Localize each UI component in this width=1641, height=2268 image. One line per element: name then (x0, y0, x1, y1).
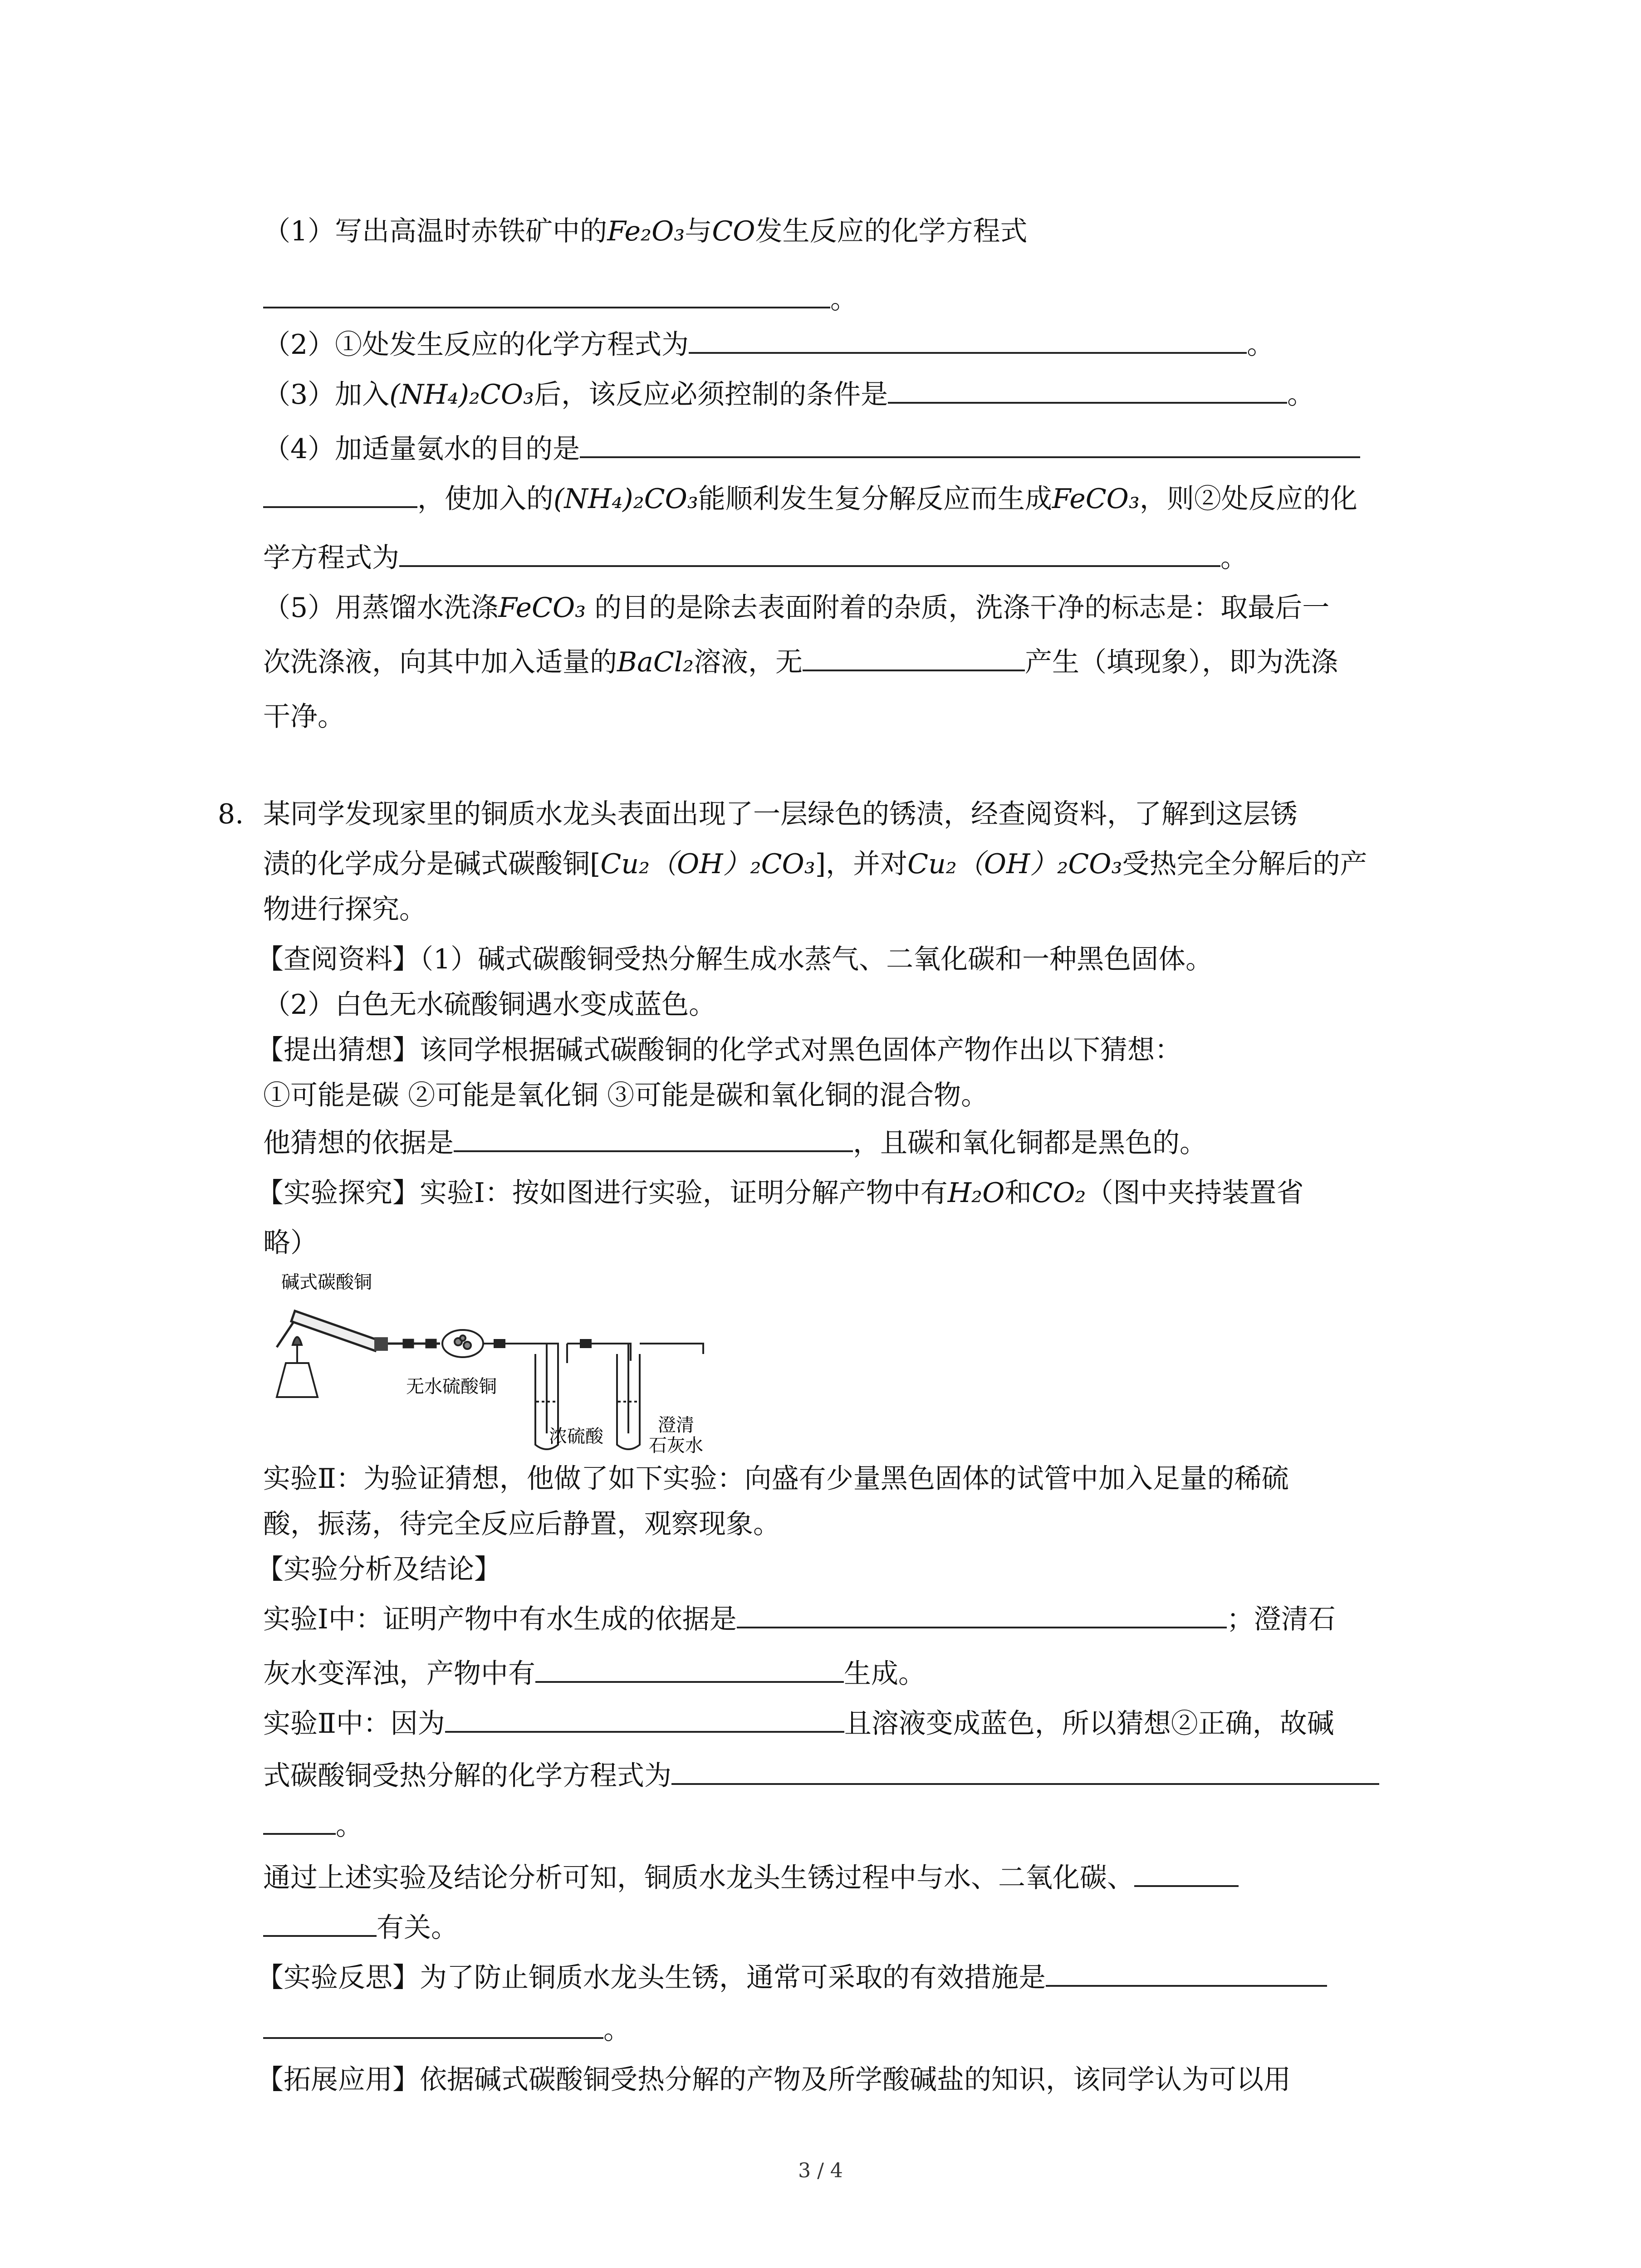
q7-part4-line2: ，使加入的(NH₄)₂CO₃能顺利发生复分解反应而生成FeCO₃，则②处反应的化 (263, 481, 1357, 517)
answer-blank[interactable] (399, 540, 1220, 567)
answer-blank[interactable] (535, 1656, 844, 1683)
q8-basis: 他猜想的依据是 ，且碳和氧化铜都是黑色的。 (263, 1125, 1207, 1161)
answer-blank[interactable] (445, 1706, 844, 1733)
alcohol-lamp (277, 1337, 318, 1398)
q7-part1: （1）写出高温时赤铁矿中的Fe₂O₃与CO发生反应的化学方程式 (263, 215, 1028, 247)
q8-conclusion-2: 有关。 (263, 1910, 458, 1946)
q8-stem-line2: 渍的化学成分是碱式碳酸铜[Cu₂（OH）₂CO₃]，并对Cu₂（OH）₂CO₃受热完全分解后的产 (263, 848, 1367, 880)
q8-exp1-line2: 略） (263, 1227, 318, 1259)
label-h2so4: 浓硫酸 (549, 1426, 603, 1447)
q8-reflection-2: 。 (263, 2012, 631, 2048)
q8-guess1: 【提出猜想】该同学根据碱式碳酸铜的化学式对黑色固体产物作出以下猜想： (256, 1034, 1182, 1066)
label-cuso4: 无水硫酸铜 (406, 1376, 497, 1397)
answer-blank[interactable] (803, 644, 1025, 671)
q8-number: 8. (218, 798, 244, 830)
q8-exp2-line2: 酸，振荡，待完全反应后静置，观察现象。 (263, 1508, 780, 1540)
q7-part3: （3）加入(NH₄)₂CO₃后，该反应必须控制的条件是 。 (263, 376, 1314, 413)
answer-blank[interactable] (737, 1601, 1227, 1628)
answer-blank[interactable] (1134, 1860, 1239, 1887)
answer-blank[interactable] (263, 281, 830, 308)
answer-blank[interactable] (263, 1910, 377, 1937)
q7-part5-line2: 次洗涤液，向其中加入适量的BaCl₂溶液，无 产生（填现象），即为洗涤 (263, 644, 1338, 680)
apparatus-figure (268, 1266, 712, 1456)
answer-blank[interactable] (263, 481, 417, 508)
q8-exp2-line1: 实验Ⅱ：为验证猜想，他做了如下实验：向盛有少量黑色固体的试管中加入足量的稀硫 (263, 1463, 1289, 1495)
q7-part5-line3: 干净。 (263, 701, 345, 733)
q8-analysis-1: 实验Ⅰ中：证明产物中有水生成的依据是 ；澄清石 (263, 1601, 1336, 1637)
answer-blank[interactable] (888, 376, 1287, 404)
answer-blank[interactable] (263, 2012, 603, 2039)
q8-info1: 【查阅资料】（1）碱式碳酸铜受热分解生成水蒸气、二氧化碳和一种黑色固体。 (256, 943, 1213, 975)
label-limewater-1: 澄清 (658, 1415, 694, 1436)
label-reactant: 碱式碳酸铜 (281, 1272, 372, 1293)
q7-part4: （4）加适量氨水的目的是 (263, 431, 1360, 467)
cuso4-drying-tube (442, 1330, 522, 1357)
q7-part2: （2）①处发生反应的化学方程式为 。 (263, 327, 1274, 363)
answer-blank[interactable] (580, 431, 1360, 458)
q8-analysis-title: 【实验分析及结论】 (256, 1554, 501, 1585)
answer-blank[interactable] (689, 327, 1247, 354)
q8-exp1: 【实验探究】实验Ⅰ：按如图进行实验，证明分解产物中有H₂O和CO₂（图中夹持装置省 (256, 1177, 1304, 1209)
page-number: 3 / 4 (798, 2159, 843, 2182)
q8-info2: （2）白色无水硫酸铜遇水变成蓝色。 (263, 989, 716, 1021)
q8-stem-line3: 物进行探究。 (263, 894, 426, 925)
q8-analysis-2: 实验Ⅱ中：因为 且溶液变成蓝色，所以猜想②正确，故碱 (263, 1706, 1334, 1742)
label-limewater-2: 石灰水 (649, 1435, 703, 1456)
answer-blank[interactable] (671, 1758, 1379, 1785)
q8-analysis-1b: 灰水变浑浊，产物中有 生成。 (263, 1656, 926, 1692)
q7-part1-answer: 。 (263, 281, 857, 318)
q8-analysis-2c: 。 (263, 1808, 363, 1844)
q8-stem-line1: 某同学发现家里的铜质水龙头表面出现了一层绿色的锈渍，经查阅资料，了解到这层锈 (263, 798, 1298, 830)
connecting-tubes (388, 1340, 440, 1347)
q7-part5: （5）用蒸馏水洗涤FeCO₃ 的目的是除去表面附着的杂质，洗涤干净的标志是：取最后一 (263, 592, 1330, 624)
q8-analysis-2b: 式碳酸铜受热分解的化学方程式为 (263, 1758, 1379, 1794)
answer-blank[interactable] (454, 1125, 853, 1152)
q8-guess2: ①可能是碳 ②可能是氧化铜 ③可能是碳和氧化铜的混合物。 (263, 1080, 989, 1111)
q8-reflection: 【实验反思】为了防止铜质水龙头生锈，通常可采取的有效措施是 (256, 1960, 1327, 1996)
q8-extension: 【拓展应用】依据碱式碳酸铜受热分解的产物及所学酸碱盐的知识，该同学认为可以用 (256, 2064, 1291, 2096)
answer-blank[interactable] (1046, 1960, 1327, 1987)
q7-part4-line3: 学方程式为 。 (263, 540, 1248, 576)
q8-conclusion: 通过上述实验及结论分析可知，铜质水龙头生锈过程中与水、二氧化碳、 (263, 1860, 1239, 1896)
answer-blank[interactable] (263, 1808, 336, 1835)
